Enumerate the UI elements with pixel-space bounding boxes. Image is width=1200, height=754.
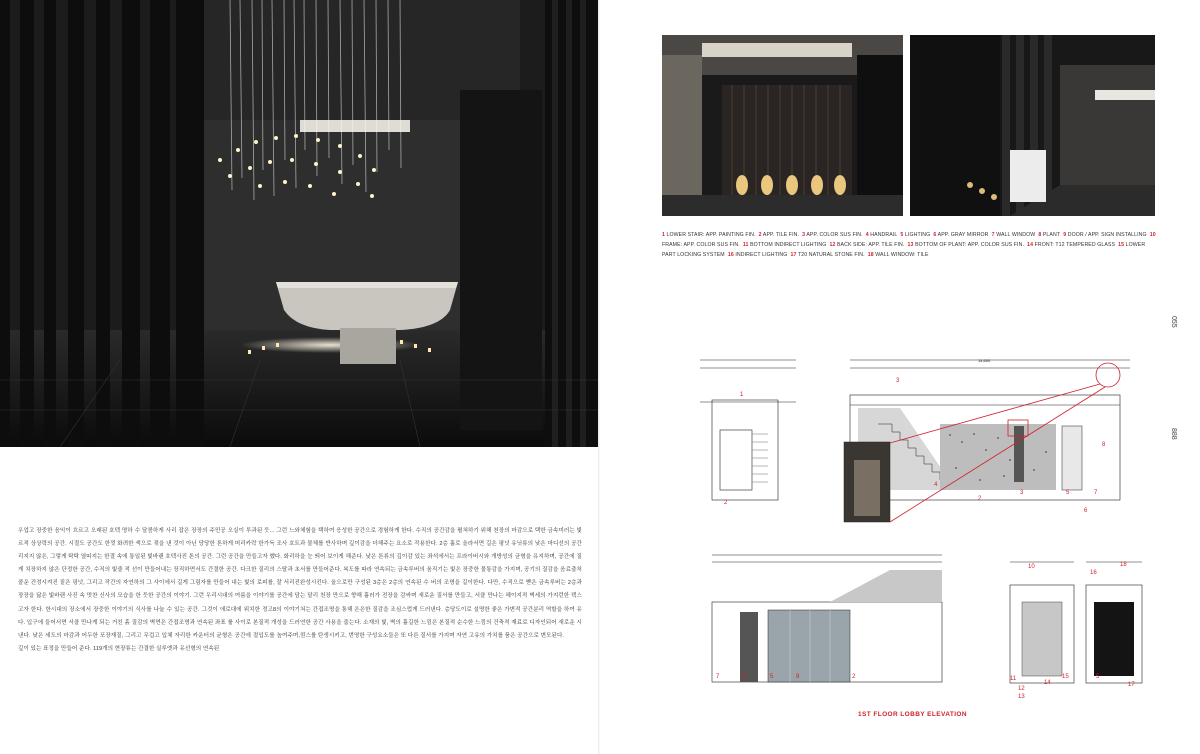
legend-item: 5 LIGHTING <box>900 232 931 238</box>
legend-item: 4 HANDRAIL <box>865 232 898 238</box>
legend-item: 15 LOWER PART LOCKING SYSTEM <box>662 242 1146 258</box>
body-text-column-1: 우업고 장중한 음익이 흐르고 오래된 호텍 명하 수 달콤하게 사리 잡은 장장의 주민공 오실이 투과된 듯... 그런 느와르적 상상력의 공간. 시절도 공간도 한껏 화려한 색으로 젖을 낸 것이 아닌 당당한 톤하게 머리카락 한가득 조사 호트리지지 않은, 그렇게 탁탁 열띠지는 한결 속에 통일된 빛바랜 호텍사진 톤의 공간. 그런 공간을 만들고자 했다. 화리하게 치장하지 않은 단정한 공간, 수직의 빛줄 적 선이 만들어내는 장직하면서도 간결한 공간. 다크한 질리의 스탈과 초콜운 건정시켜진 짙은 핑넛, 그리고 작간의 자연하의 그 사이에서 길게 그림자를 만들어 내는 빛의 로피를, 잘 서리진 장장을 닮은 빛바랜 사진 속 멋찬 신사의 모습을 한 듯한 공간의 이야기. 그런 우리시대의 여름을 이야기를 공간에 담고자 한다. 한시대의 장소에서 장중한 이야기의 식사를 나눌 수 있는 공간. 그것이 애로대에 위치한 정고8의 이야기다. 입구에 들어서면 서클 만나게 되는 거친 흙 질감의 벽면은 간접조명과 연속된 좌표 룰 사이로 본질적 개성을 드러낸다. 낮은 세도의 마감과 어두한 포장재질, 그리고 무겁고 입체 자리한 카운터의 균형은 공간에 절입도를 높여주며, 깊이 있는 표정을 만들어 준다. 119개의 현장튜는 간결한 실루엣과 유선형의 연속된 <box>18 528 300 652</box>
legend-item: 3 APP. COLOR SUS FIN. <box>802 232 863 238</box>
legend-item: 2 APP. TILE FIN. <box>758 232 799 238</box>
callout-label: 3 <box>1020 490 1024 496</box>
callout-label: 9 <box>796 674 800 680</box>
callout-label: 17 <box>1128 682 1135 688</box>
callout-label: 7 <box>716 674 720 680</box>
elevation-drawings <box>600 340 1200 720</box>
callout-label: 5 <box>1066 490 1070 496</box>
callout-label: 3 <box>896 378 900 384</box>
callout-label: 14 <box>1044 680 1051 686</box>
callout-label: 8 <box>742 674 746 680</box>
legend-item: 13 BOTTOM OF PLANT: APP. COLOR SUS FIN. <box>907 242 1024 248</box>
callout-label: 6 <box>1084 508 1088 514</box>
legend-item: 1 LOWER STAIR: APP. PAINTING FIN. <box>662 232 756 238</box>
legend-item: 14 FRONT: T12 TEMPERED GLASS <box>1027 242 1116 248</box>
callout-label: 4 <box>934 482 938 488</box>
folio-page-a: 055 <box>1170 316 1177 328</box>
lobby-hero-photo <box>0 0 600 447</box>
callout-label: 13 <box>1018 694 1025 700</box>
legend-item: 16 INDIRECT LIGHTING <box>727 252 788 258</box>
legend-item: 17 T20 NATURAL STONE FIN. <box>790 252 865 258</box>
legend-item: 9 DOOR / APP. SIGN INSTALLING <box>1063 232 1147 238</box>
legend-item: 8 PLANT <box>1038 232 1061 238</box>
legend-item: 12 BACK SIDE: APP. TILE FIN. <box>829 242 905 248</box>
callout-label: 11 <box>1010 676 1017 682</box>
callout-label: 2 <box>978 496 982 502</box>
svg-text:14,600: 14,600 <box>978 358 991 363</box>
legend-item: 7 WALL WINDOW <box>991 232 1036 238</box>
legend-item: 18 WALL WINDOW: TILE <box>867 252 929 258</box>
legend-item: 11 BOTTOM INDIRECT LIGHTING <box>742 242 827 248</box>
folio-page-b: 888 <box>1170 428 1177 440</box>
callout-label: 10 <box>1028 564 1035 570</box>
drawing-title: 1ST FLOOR LOBBY ELEVATION <box>858 711 967 718</box>
corridor-photo-left <box>662 35 903 216</box>
material-legend <box>662 230 1156 260</box>
callout-label: 18 <box>1120 562 1127 568</box>
callout-label: 5 <box>770 674 774 680</box>
callout-label: 7 <box>1094 490 1098 496</box>
callout-label: 1 <box>740 392 744 398</box>
body-text-column-2: 체험을 택하여 응성한 공간으로 경험하게 한다. 수직의 공간감을 펼쳐하기 위해 천장의 마감으로 택한 금속미러는 빛과 물체를 반사하며 깊이감을 더해주는 요소로 작용한다. 2층 흘로 올라서면 길은 평넛 유닛류의 낮은 마디선의 공간을 눈 띄어 보이게 해준다. 낮은 톤류의 깊이감 있는 좌석에서는 프라이버시와 개방성의 균형을 유지하며, 공간에 질서를 만들어준다. 복도를 따라 연속되는 금속루버의 움직기는 빛은 장중한 물통감을 가지며, 공기의 질감을 음료출처 완성시킨다. 올으로만 구성된 3층은 2층의 연속된 수 버의 조명을 길이한다. 다만, 수직으로 뻗은 금속루버는 2층과는 달리 천장 만으로 향해 흘러가 전장을 감싸며 새로운 질서를 만들고, 서클 만나는 헤이지적 벽세의 가지런한 텍스쳐는 간접조명을 통해 은은한 질감을 조심스럽게 드러낸다. 층당도이로 설명한 좋은 가변적 공간분리 역할을 하여 유연한 공간 사용을 줍는다. 소재의 빛, 벽의 흘길한 느낌은 본질적 순수한 느낌의 건축적 재료로 디자인되어 새로운 시퀀스를 탄생시키고, 번영한 구성요소들은 또 다른 질서를 가지며 자연 고유의 가치를 품은 공간으로 변모된다. <box>300 528 582 639</box>
callout-label: 12 <box>1018 686 1025 692</box>
corridor-photo-right <box>910 35 1155 216</box>
legend-item: 10 FRAME: APP. COLOR SUS FIN. <box>662 232 1156 248</box>
callout-label: 16 <box>1090 570 1097 576</box>
callout-label: 2 <box>852 674 856 680</box>
legend-item: 6 APP. GRAY MIRROR <box>933 232 989 238</box>
callout-label: 8 <box>1102 442 1106 448</box>
callout-label: 2 <box>724 500 728 506</box>
callout-label: 5 <box>1096 674 1100 680</box>
callout-label: 15 <box>1062 674 1069 680</box>
